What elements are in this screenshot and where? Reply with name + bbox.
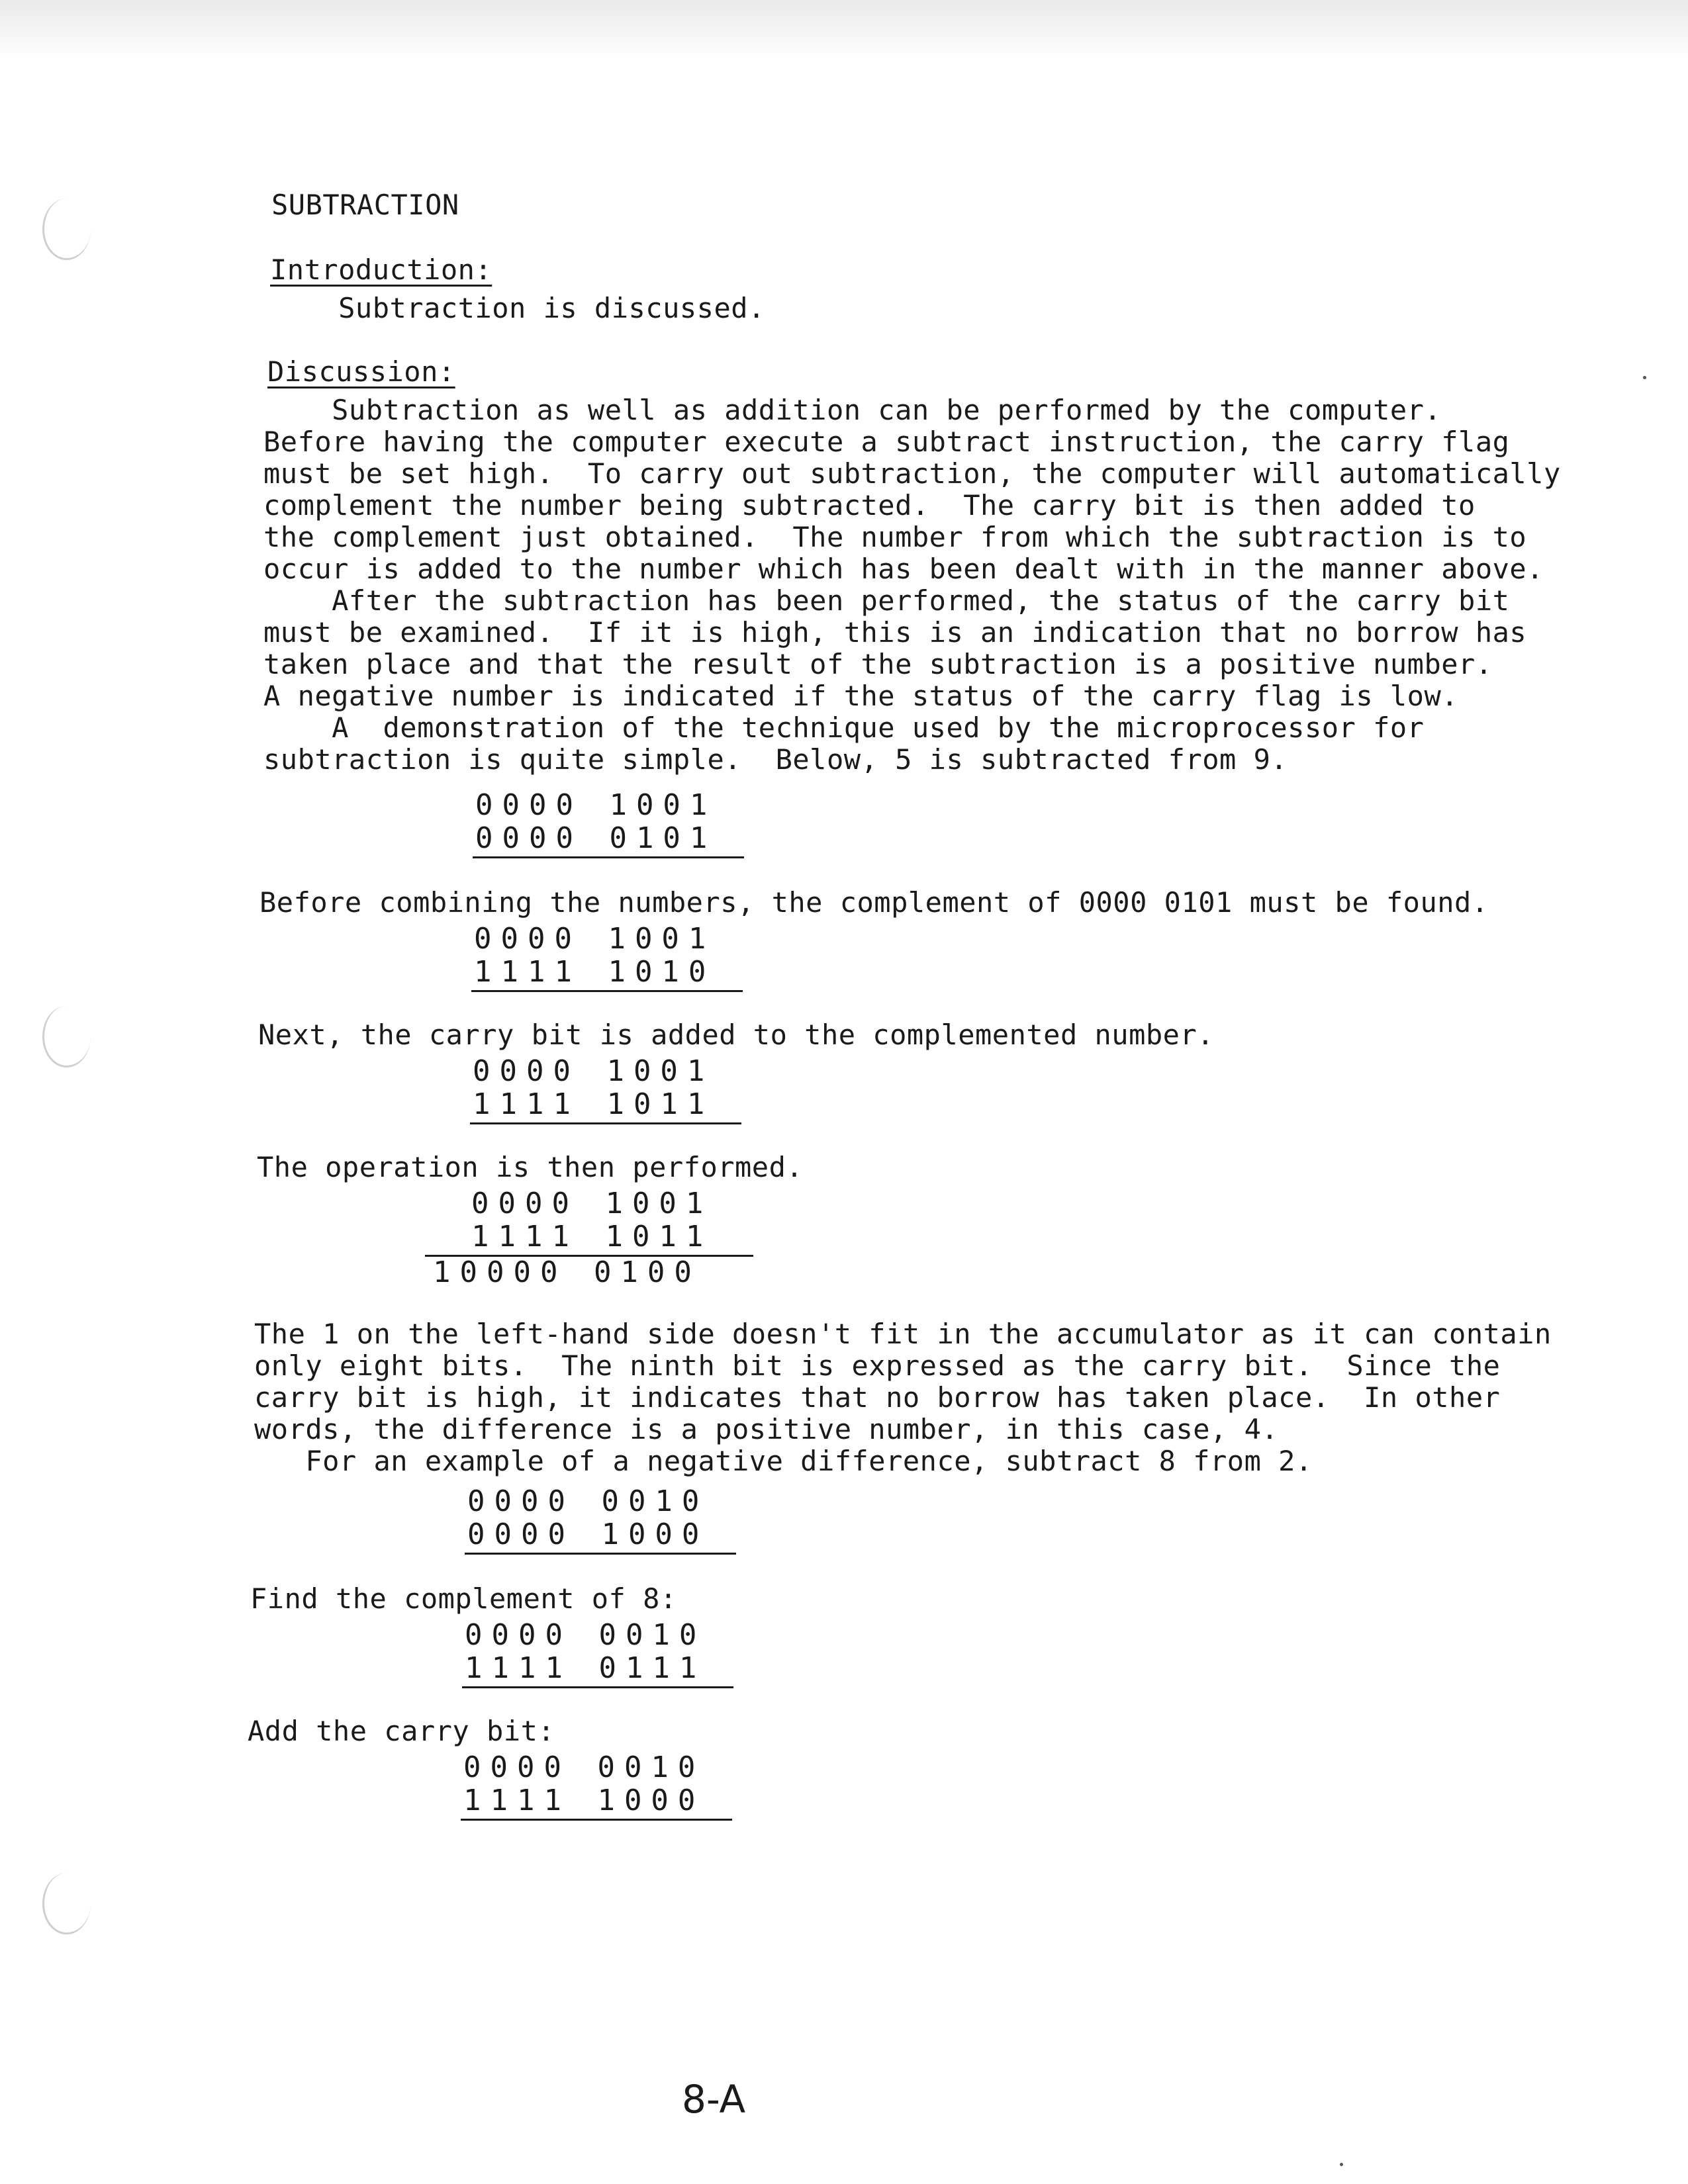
scan-speck <box>1643 376 1646 379</box>
binary-operand: 1111 0111 <box>465 1651 706 1685</box>
sum-rule <box>462 1686 733 1688</box>
step-text: Before combining the numbers, the complement of 0000 0101 must be found. <box>259 886 1489 919</box>
paragraph-line: Before having the computer execute a subtract instruction, the carry flag <box>263 426 1510 458</box>
page-number: 8-A <box>682 2077 746 2122</box>
binary-operand: 0000 1001 <box>475 788 717 822</box>
paragraph-line: must be examined. If it is high, this is an indication that no borrow has <box>263 616 1527 649</box>
paragraph-line: words, the difference is a positive number, in this case, 4. <box>254 1413 1279 1445</box>
binary-operand: 0000 1001 <box>474 922 716 956</box>
paragraph-line: must be set high. To carry out subtraction, the computer will automatically <box>263 457 1561 490</box>
paragraph-line: only eight bits. The ninth bit is expressed as the carry bit. Since the <box>254 1349 1501 1382</box>
punch-hole-mark <box>42 1006 91 1068</box>
paragraph-line: the complement just obtained. The number from which the subtraction is to <box>263 521 1527 553</box>
binary-operand: 0000 0010 <box>465 1618 706 1652</box>
step-text: The operation is then performed. <box>257 1151 804 1183</box>
step-text: Find the complement of 8: <box>250 1582 677 1615</box>
binary-operand: 0000 1001 <box>471 1187 713 1220</box>
binary-operand: 1111 1011 <box>471 1220 713 1253</box>
step-text: Add the carry bit: <box>248 1715 555 1747</box>
sum-rule <box>473 856 744 858</box>
sum-rule <box>461 1819 732 1821</box>
intro-heading: Introduction: <box>270 253 492 286</box>
binary-operand: 0000 1001 <box>473 1054 714 1088</box>
sum-rule <box>470 1122 741 1124</box>
punch-hole-mark <box>42 1873 91 1934</box>
paragraph-line: For an example of a negative difference, subtract 8 from 2. <box>254 1445 1313 1477</box>
discussion-heading: Discussion: <box>267 355 455 388</box>
binary-operand: 0000 1000 <box>467 1518 709 1551</box>
intro-text: Subtraction is discussed. <box>270 292 765 324</box>
binary-operand: 1111 1011 <box>473 1087 714 1121</box>
binary-operand: 0000 0101 <box>475 821 717 855</box>
sum-rule <box>465 1553 736 1555</box>
paragraph-line: A negative number is indicated if the status of the carry flag is low. <box>263 680 1459 712</box>
page-title: SUBTRACTION <box>271 189 459 221</box>
scan-speck <box>1340 2163 1343 2166</box>
sum-rule <box>471 990 743 992</box>
paragraph-line: A demonstration of the technique used by the microprocessor for <box>263 711 1425 744</box>
paragraph-line: occur is added to the number which has been dealt with in the manner above. <box>263 553 1544 585</box>
binary-operand: 1111 1010 <box>474 955 716 989</box>
scan-shadow <box>0 0 1688 60</box>
binary-operand: 0000 0010 <box>467 1484 709 1518</box>
binary-operand: 0000 0010 <box>463 1751 705 1784</box>
paragraph-line: The 1 on the left-hand side doesn't fit in the accumulator as it can contain <box>254 1318 1552 1350</box>
binary-operand: 1111 1000 <box>463 1784 705 1817</box>
paragraph-line: carry bit is high, it indicates that no borrow has taken place. In other <box>254 1381 1501 1414</box>
paragraph-line: taken place and that the result of the subtraction is a positive number. <box>263 648 1493 680</box>
paragraph-line: complement the number being subtracted. The carry bit is then added to <box>263 489 1476 522</box>
step-text: Next, the carry bit is added to the complemented number. <box>258 1019 1215 1051</box>
punch-hole-mark <box>42 199 91 260</box>
paragraph-line: subtraction is quite simple. Below, 5 is subtracted from 9. <box>263 743 1288 776</box>
paragraph-line: After the subtraction has been performed, the status of the carry bit <box>263 584 1510 617</box>
binary-result: 10000 0100 <box>433 1255 701 1289</box>
paragraph-line: Subtraction as well as addition can be performed by the computer. <box>263 394 1442 426</box>
